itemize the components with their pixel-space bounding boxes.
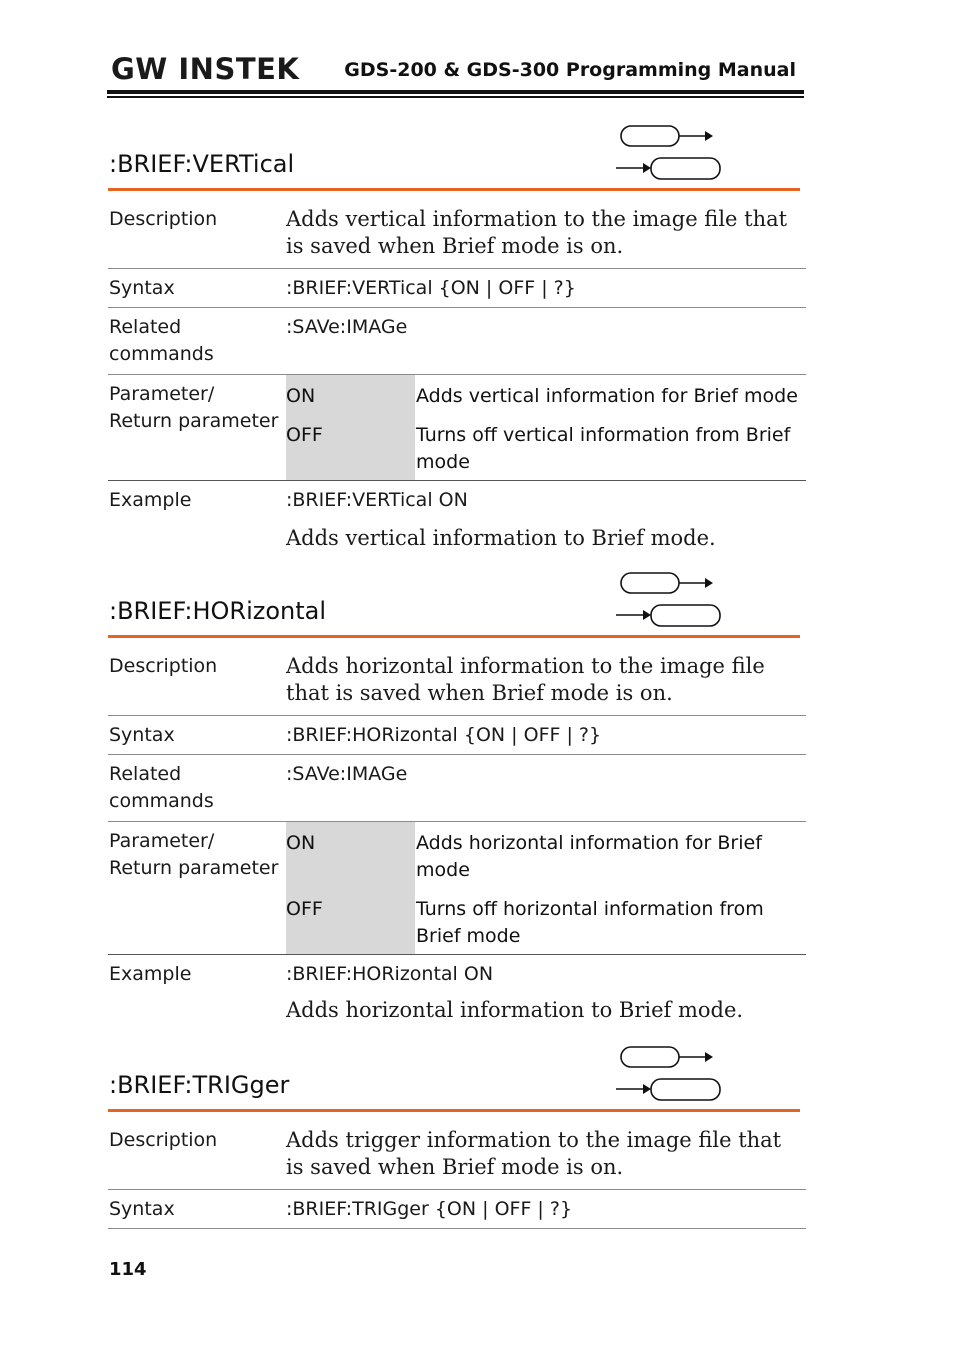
syntax-text: :BRIEF:VERTical {ON | OFF | ?} [286,277,576,299]
set-query-icon [614,1043,724,1103]
header-rule-thin [107,96,804,98]
section-rule [108,635,800,638]
page-header [107,50,804,98]
related-row [108,755,806,822]
example-label: Example [109,489,192,511]
parameter-label: Parameter/ Return parameter [109,383,279,432]
param-desc: Turns off horizontal information from Brief mode [416,898,764,947]
related-text: :SAVe:IMAGe [286,763,408,785]
description-label: Description [109,1129,218,1151]
syntax-text: :BRIEF:HORizontal {ON | OFF | ?} [286,724,602,746]
example-row [108,955,806,1031]
parameter-row [108,822,806,955]
section-rule [108,188,800,191]
syntax-label: Syntax [109,277,175,299]
param-desc: Adds horizontal information for Brief mode [416,832,762,881]
related-label: Related commands [109,763,214,812]
gw-instek-logo: GW INSTEK [111,52,300,86]
syntax-row [108,269,806,308]
related-text: :SAVe:IMAGe [286,316,408,338]
example-description: Adds horizontal information to Brief mode. [286,998,744,1022]
syntax-row [108,716,806,755]
syntax-text: :BRIEF:TRIGger {ON | OFF | ?} [286,1198,573,1220]
param-code: OFF [286,898,323,920]
command-section-horizontal [108,567,806,1037]
header-rule-thick [107,90,804,94]
description-row [108,647,806,716]
param-desc: Adds vertical information for Brief mode [416,385,798,407]
parameter-row [108,375,806,481]
page-number: 114 [109,1259,147,1280]
description-label: Description [109,655,218,677]
description-text: Adds horizontal information to the image file that is saved when Brief mode is on. [286,654,765,705]
section-title: :BRIEF:TRIGger [109,1071,290,1099]
syntax-label: Syntax [109,1198,175,1220]
manual-title: GDS-200 & GDS-300 Programming Manual [344,59,796,81]
example-label: Example [109,963,192,985]
command-section-vertical [108,120,806,560]
description-text: Adds vertical information to the image file that is saved when Brief mode is on. [286,207,788,258]
section-title: :BRIEF:HORizontal [109,597,327,625]
example-command: :BRIEF:HORizontal ON [286,963,494,985]
description-row [108,1121,806,1190]
example-row [108,481,806,557]
set-query-icon [614,122,724,182]
example-description: Adds vertical information to Brief mode. [286,526,716,550]
section-rule [108,1109,800,1112]
related-label: Related commands [109,316,214,365]
syntax-row [108,1190,806,1229]
parameter-label: Parameter/ Return parameter [109,830,279,879]
description-text: Adds trigger information to the image file that is saved when Brief mode is on. [286,1128,782,1179]
set-query-icon [614,569,724,629]
param-desc: Turns off vertical information from Brief mode [416,424,791,473]
description-label: Description [109,208,218,230]
section-title: :BRIEF:VERTical [109,150,295,178]
param-code: ON [286,385,316,407]
related-row [108,308,806,375]
param-code: OFF [286,424,323,446]
example-command: :BRIEF:VERTical ON [286,489,468,511]
syntax-label: Syntax [109,724,175,746]
param-code: ON [286,832,316,854]
description-row [108,200,806,269]
command-section-trigger [108,1041,806,1231]
